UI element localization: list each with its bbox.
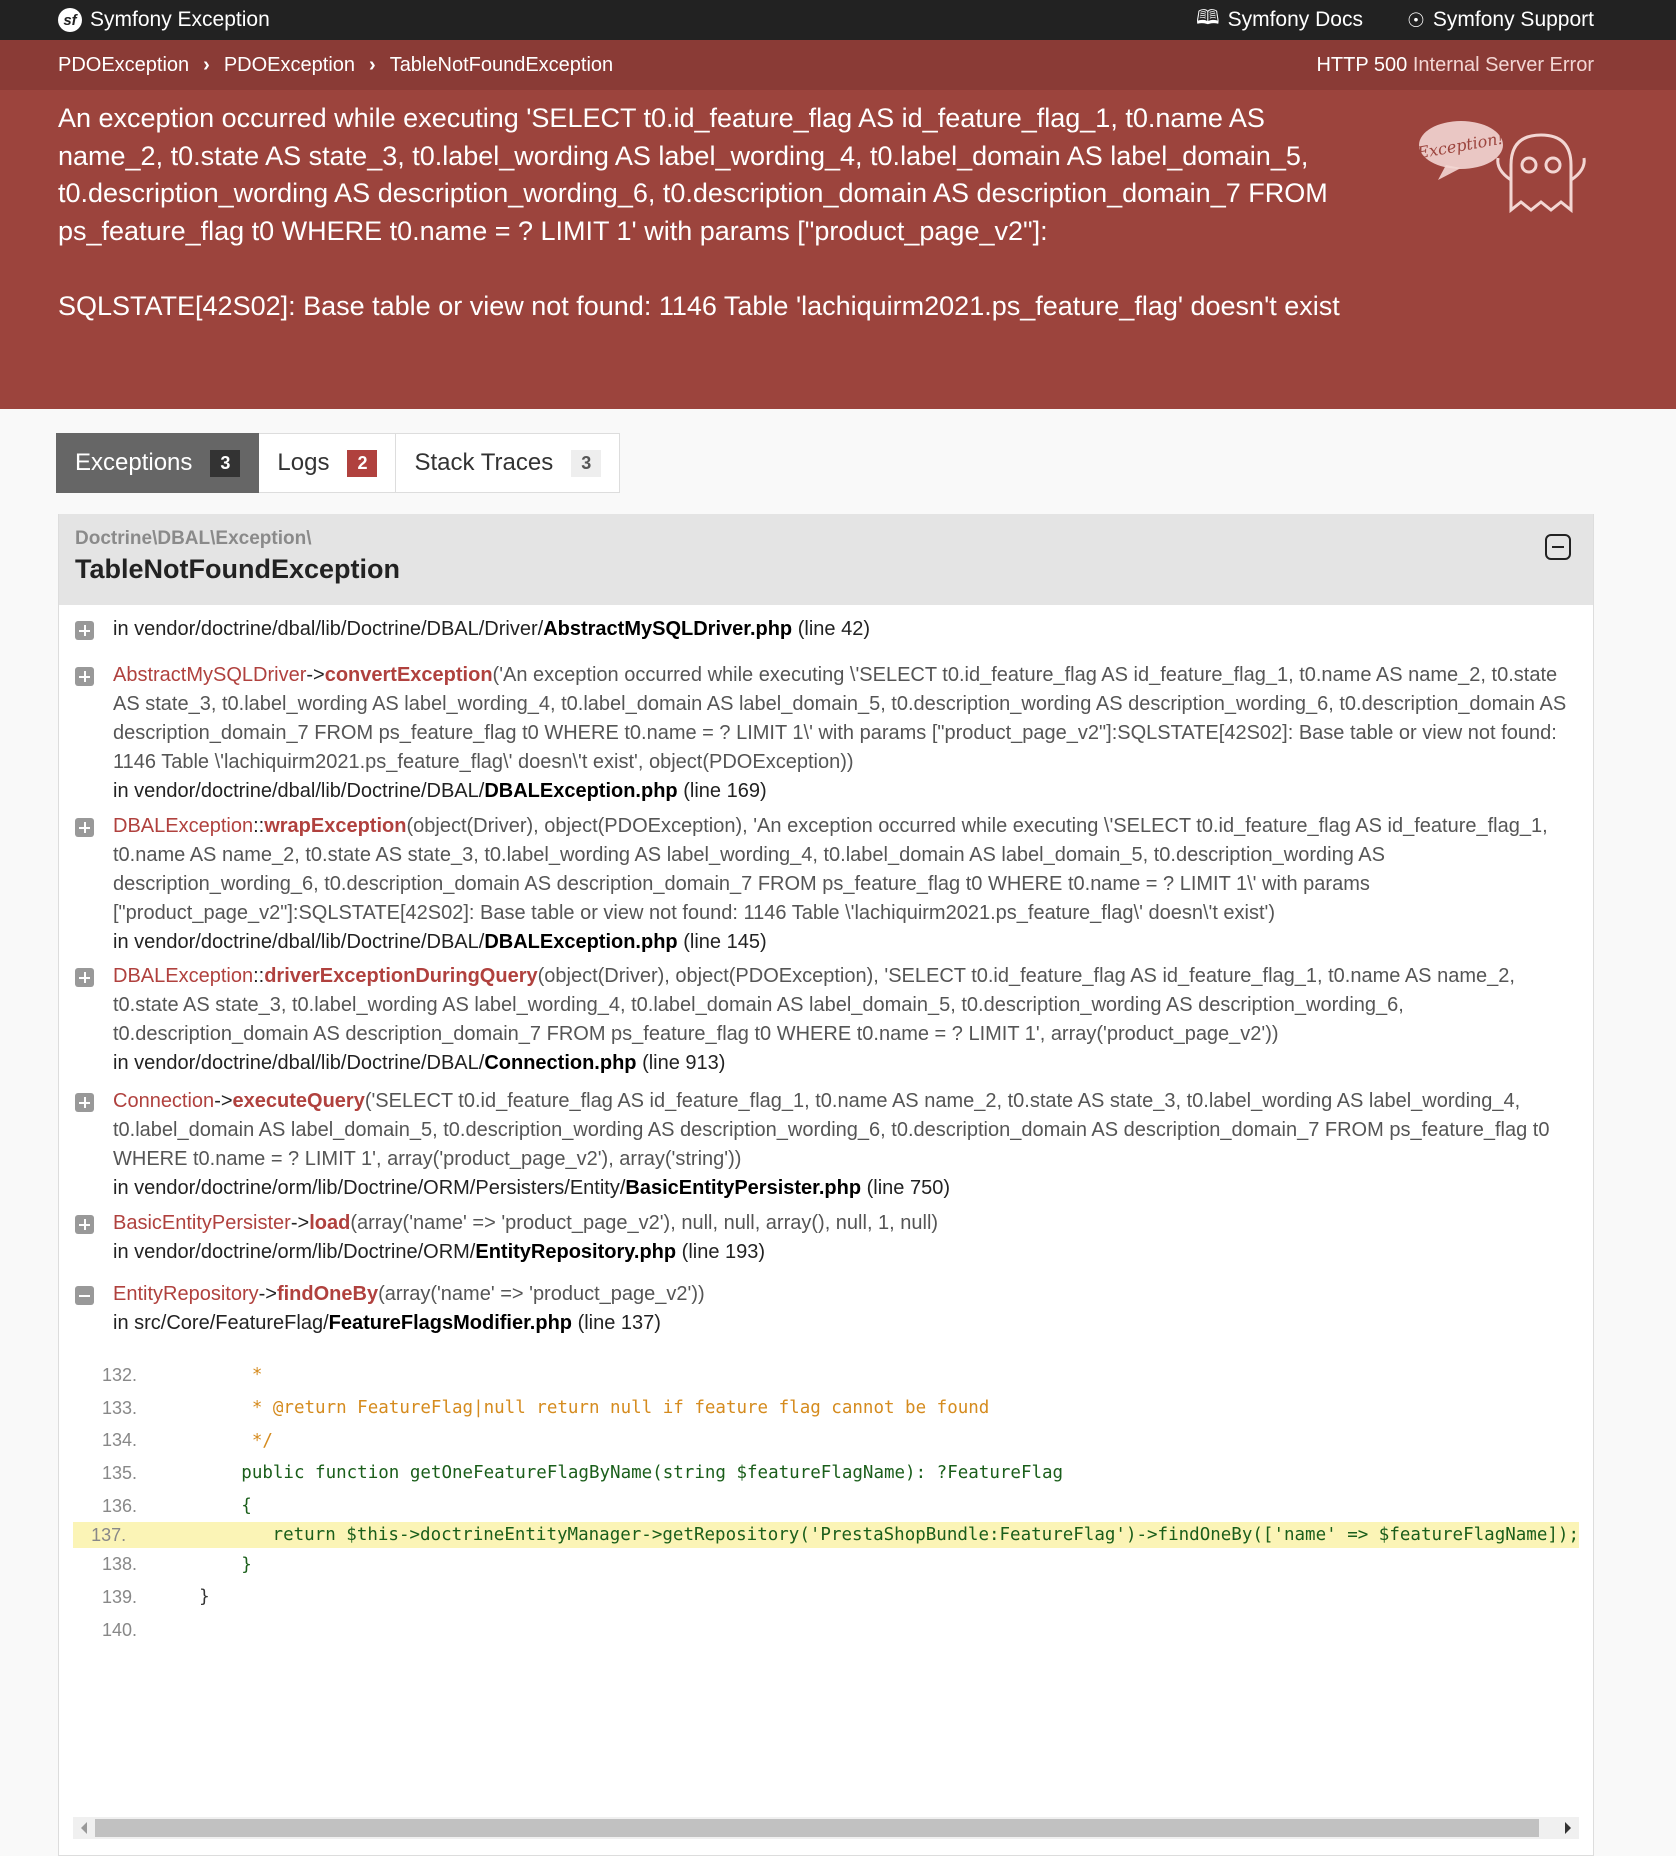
frame-args: (object(Driver), object(PDOException), 'An exception occurred while executing \'SELECT t0.id_feature_flag AS id_feature_flag_1, t0.name AS name_2, t0.state AS state_3, t0.label_wording AS label_wording_4, t0.label_domain AS label_domain_5, t0.description_wording AS description_wording_6, t0.description_domain AS description_domain_7 FROM ps_feature_flag t0 WHERE t0.name = ? LIMIT 1\' with params ["product_page_v2"]:SQLSTATE[42S02]: Base table or view not found: 1146 Table \'lachiquirm2021.ps_feature_flag\' doesn\'t exist') — [113, 815, 1548, 924]
ghost-illustration — [1416, 110, 1596, 220]
file-line: (line 169) — [683, 780, 767, 802]
frame-operator: -> — [290, 1212, 310, 1234]
file-name[interactable]: AbstractMySQLDriver.php — [543, 618, 793, 640]
file-line: (line 193) — [681, 1241, 766, 1263]
file-line: (line 42) — [797, 618, 870, 640]
frame-class: EntityRepository — [113, 1283, 259, 1305]
brand[interactable] — [58, 8, 270, 32]
file-line: (line 137) — [577, 1312, 661, 1334]
code-text: public function getOneFeatureFlagByName(string $featureFlagName): ?FeatureFlag — [157, 1463, 1064, 1484]
exception-class: TableNotFoundException — [75, 554, 400, 584]
chevron-right-icon: › — [203, 53, 210, 76]
file-name[interactable]: FeatureFlagsModifier.php — [328, 1312, 572, 1334]
file-path: in vendor/doctrine/orm/lib/Doctrine/ORM/ — [113, 1241, 476, 1263]
code-text: } — [157, 1587, 210, 1608]
frame-class: DBALException — [113, 965, 254, 987]
frame-class: Connection — [113, 1090, 215, 1112]
collapse-toggle-icon[interactable] — [1545, 534, 1571, 560]
trace-header[interactable] — [59, 514, 1593, 605]
brand-label: Symfony Exception — [90, 8, 270, 31]
frame-function: findOneBy — [276, 1283, 379, 1305]
frame-operator: :: — [253, 815, 265, 837]
count-badge: 2 — [347, 450, 377, 477]
code-text: * — [157, 1365, 263, 1386]
file-path: in vendor/doctrine/dbal/lib/Doctrine/DBAL/ — [113, 1052, 485, 1074]
exception-message: An exception occurred while executing 'SELECT t0.id_feature_flag AS id_feature_flag_1, t0.name AS name_2, t0.state AS state_3, t0.label_wording AS label_wording_4, t0.label_domain AS label_domain_5, t0.description_wording AS description_wording_6, t0.description_domain AS description_domain_7 FROM ps_feature_flag t0 WHERE t0.name = ? LIMIT 1' with params ["product_page_v2"]: SQLSTATE[42S02]: Base table or view not found: 1146 Table 'lachiquirm2021.ps_feature_flag' doesn't exist — [58, 103, 1340, 321]
frame-function: convertException — [324, 664, 493, 686]
code-line — [73, 1392, 1579, 1425]
line-number: 135. — [101, 1462, 137, 1483]
frame-signature — [113, 1087, 1569, 1174]
count-badge: 3 — [571, 450, 601, 477]
frame-class: DBALException — [113, 815, 254, 837]
line-number: 137. — [91, 1524, 127, 1545]
scroll-left-icon[interactable] — [81, 1822, 87, 1834]
exception-namespace: Doctrine\DBAL\Exception\ — [75, 528, 312, 549]
code-line — [73, 1548, 1579, 1581]
http-status — [1316, 54, 1594, 77]
frame-class: AbstractMySQLDriver — [113, 664, 307, 686]
symfony-docs-label: Symfony Docs — [1227, 8, 1363, 31]
frame-file — [113, 615, 1569, 644]
frame-file — [113, 1238, 1569, 1267]
code-text: return $this->doctrineEntityManager->getRepository('PrestaShopBundle:FeatureFlag')->findOneBy(['name' => $featureFlagName]); — [146, 1525, 1579, 1546]
file-line: (line 145) — [683, 931, 767, 953]
exception-header — [0, 90, 1676, 409]
line-number: 140. — [101, 1619, 137, 1640]
breadcrumb-item[interactable]: PDOException — [223, 53, 356, 76]
line-number: 139. — [101, 1586, 137, 1607]
trace-frame[interactable] — [59, 661, 1593, 806]
frame-operator: -> — [214, 1090, 233, 1112]
code-text: } — [157, 1554, 252, 1575]
frame-signature — [113, 812, 1569, 928]
breadcrumb — [58, 54, 613, 77]
file-name[interactable]: BasicEntityPersister.php — [625, 1177, 862, 1199]
breadcrumb-item[interactable]: TableNotFoundException — [389, 53, 614, 76]
symfony-support-label: Symfony Support — [1432, 8, 1594, 31]
line-number: 133. — [101, 1397, 137, 1418]
expand-icon[interactable] — [75, 1093, 94, 1112]
file-name[interactable]: EntityRepository.php — [475, 1241, 677, 1263]
symfony-logo-icon: sf — [58, 8, 82, 32]
breadcrumb-bar — [0, 40, 1676, 90]
code-line — [73, 1490, 1579, 1523]
line-number: 138. — [101, 1554, 137, 1575]
code-line — [73, 1424, 1579, 1457]
file-path: in vendor/doctrine/orm/lib/Doctrine/ORM/Persisters/Entity/ — [113, 1177, 626, 1199]
frame-args: (array('name' => 'product_page_v2')) — [378, 1283, 705, 1305]
code-text: * @return FeatureFlag|null return null if feature flag cannot be found — [157, 1398, 990, 1419]
file-path: in vendor/doctrine/dbal/lib/Doctrine/DBAL/ — [113, 931, 485, 953]
frame-args: ('SELECT t0.id_feature_flag AS id_feature_flag_1, t0.name AS name_2, t0.state AS state_3, t0.label_wording AS label_wording_4, t0.label_domain AS label_domain_5, t0.description_wording AS description_wording_6, t0.description_domain AS description_domain_7 FROM ps_feature_flag t0 WHERE t0.name = ? LIMIT 1', array('product_page_v2'), array('string')) — [113, 1090, 1550, 1170]
lifebuoy-icon: ☉ — [1406, 9, 1425, 32]
file-path: in vendor/doctrine/dbal/lib/Doctrine/DBAL/ — [113, 780, 485, 802]
scrollbar-thumb[interactable] — [95, 1819, 1539, 1837]
tab-stack-traces[interactable] — [396, 433, 620, 493]
line-number: 136. — [101, 1495, 137, 1516]
expand-icon[interactable] — [75, 667, 94, 686]
tab-label: Exceptions — [75, 449, 193, 476]
frame-args: ('An exception occurred while executing \'SELECT t0.id_feature_flag AS id_feature_flag_1, t0.name AS name_2, t0.state AS state_3, t0.label_wording AS label_wording_4, t0.label_domain AS label_domain_5, t0.description_wording AS description_wording_6, t0.description_domain AS description_domain_7 FROM ps_feature_flag t0 WHERE t0.name = ? LIMIT 1\' with params ["product_page_v2"]:SQLSTATE[42S02]: Base table or view not found: 1146 Table \'lachiquirm2021.ps_feature_flag\' doesn\'t exist', object(PDOException)) — [113, 664, 1567, 773]
file-line: (line 913) — [642, 1052, 726, 1074]
trace-frame[interactable] — [59, 1087, 1593, 1203]
frame-function: load — [309, 1212, 351, 1234]
expand-icon[interactable] — [75, 968, 94, 987]
file-name[interactable]: Connection.php — [484, 1052, 637, 1074]
frame-file — [113, 1174, 1569, 1203]
code-line — [73, 1359, 1579, 1392]
frame-operator: :: — [253, 965, 265, 987]
frame-class: BasicEntityPersister — [113, 1212, 291, 1234]
frame-signature — [113, 1209, 1569, 1238]
symfony-docs-link[interactable] — [1196, 3, 1363, 37]
trace-frame[interactable] — [59, 1280, 1593, 1338]
code-text: */ — [157, 1430, 273, 1451]
book-icon: 🕮 — [1196, 7, 1220, 29]
tab-label: Logs — [277, 449, 330, 476]
expand-icon[interactable] — [75, 621, 94, 640]
code-text: { — [157, 1496, 252, 1517]
frame-file — [113, 1049, 1569, 1078]
tab-bar — [56, 433, 1676, 493]
frame-operator: -> — [306, 664, 325, 686]
line-number: 132. — [101, 1364, 137, 1385]
frame-args: (object(Driver), object(PDOException), 'SELECT t0.id_feature_flag AS id_feature_flag_1, t0.name AS name_2, t0.state AS state_3, t0.label_wording AS label_wording_4, t0.label_domain AS label_domain_5, t0.description_wording AS description_wording_6, t0.description_domain AS description_domain_7 FROM ps_feature_flag t0 WHERE t0.name = ? LIMIT 1', array('product_page_v2')) — [113, 965, 1515, 1045]
file-path: in src/Core/FeatureFlag/ — [113, 1312, 329, 1334]
frame-function: wrapException — [264, 815, 407, 837]
frame-signature — [113, 1280, 1569, 1309]
trace-panel — [58, 514, 1594, 1856]
tab-exceptions[interactable] — [56, 433, 259, 493]
code-line — [73, 1581, 1579, 1614]
code-line — [73, 1614, 1579, 1647]
frame-operator: -> — [258, 1283, 277, 1305]
line-number: 134. — [101, 1430, 137, 1451]
collapse-icon[interactable] — [75, 1286, 94, 1305]
frame-file — [113, 1309, 1569, 1338]
frame-signature — [113, 962, 1569, 1049]
trace-frame[interactable] — [59, 812, 1593, 957]
file-name[interactable]: DBALException.php — [484, 780, 678, 802]
frame-function: driverExceptionDuringQuery — [264, 965, 538, 987]
frame-signature — [113, 661, 1569, 777]
trace-frame[interactable] — [59, 615, 1593, 644]
tab-logs[interactable] — [259, 433, 396, 493]
count-badge: 3 — [210, 450, 240, 477]
frame-function: executeQuery — [232, 1090, 365, 1112]
code-line-highlighted — [73, 1522, 1579, 1548]
status-code: HTTP 500 — [1316, 53, 1408, 76]
top-bar — [0, 0, 1676, 40]
expand-icon[interactable] — [75, 1215, 94, 1234]
trace-frame[interactable] — [59, 962, 1593, 1078]
scroll-right-icon[interactable] — [1565, 1822, 1571, 1834]
frame-file — [113, 928, 1569, 957]
code-excerpt — [73, 1359, 1579, 1647]
frame-file — [113, 777, 1569, 806]
tab-label: Stack Traces — [414, 449, 554, 476]
file-name[interactable]: DBALException.php — [484, 931, 678, 953]
file-path: in vendor/doctrine/dbal/lib/Doctrine/DBAL/Driver/ — [113, 618, 544, 640]
expand-icon[interactable] — [75, 818, 94, 837]
status-text: Internal Server Error — [1412, 53, 1594, 76]
breadcrumb-item[interactable]: PDOException — [58, 53, 190, 76]
symfony-support-link[interactable] — [1407, 3, 1594, 37]
file-line: (line 750) — [866, 1177, 951, 1199]
trace-frame[interactable] — [59, 1209, 1593, 1267]
ghost-label: Exception! — [1416, 128, 1506, 163]
horizontal-scrollbar[interactable] — [73, 1817, 1579, 1839]
code-line — [73, 1457, 1579, 1490]
frame-args: (array('name' => 'product_page_v2'), null, null, array(), null, 1, null) — [350, 1212, 939, 1234]
chevron-right-icon: › — [369, 53, 376, 76]
top-links — [1196, 3, 1594, 37]
